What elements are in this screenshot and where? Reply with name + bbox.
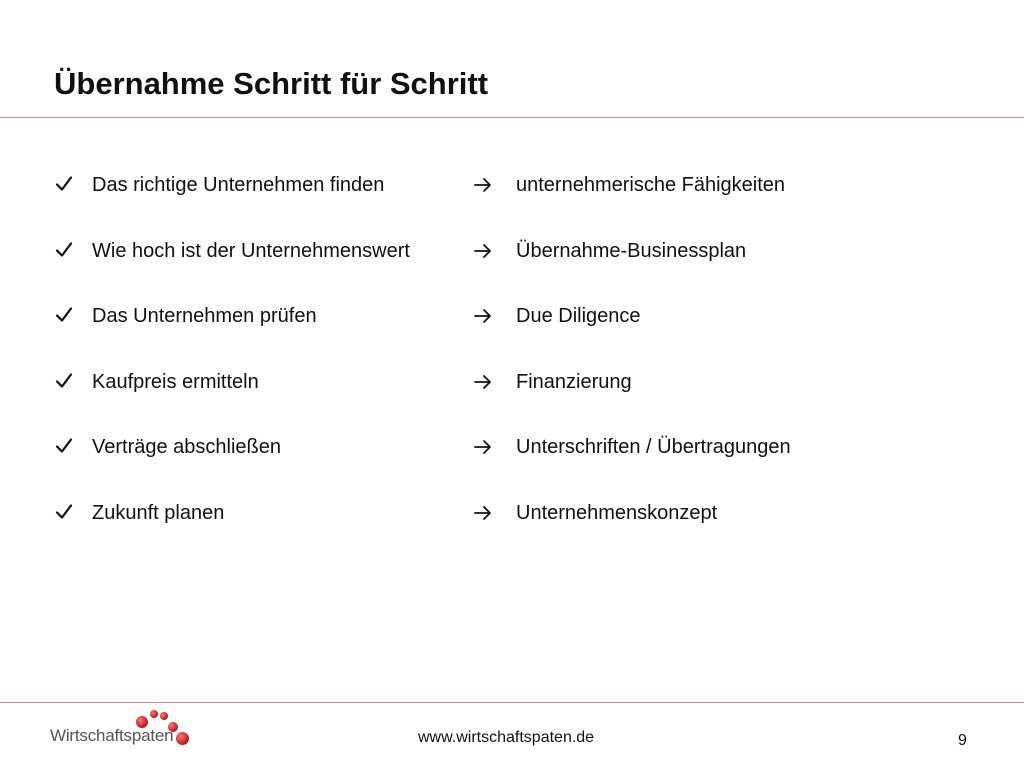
arrow-right-icon	[474, 374, 492, 390]
checkmark-icon	[54, 305, 74, 325]
step-row	[54, 299, 994, 365]
step-item: Das Unternehmen prüfen	[92, 305, 317, 327]
checkmark-icon	[54, 174, 74, 194]
logo-dot	[150, 710, 158, 718]
footer-divider	[0, 702, 1024, 703]
step-item: Kaufpreis ermitteln	[92, 370, 259, 393]
step-row	[54, 234, 994, 300]
step-row	[54, 430, 994, 496]
arrow-right-icon	[474, 308, 492, 324]
step-result: Finanzierung	[516, 370, 632, 393]
checkmark-icon	[54, 502, 74, 522]
arrow-right-icon	[474, 505, 492, 521]
logo-dot	[176, 732, 189, 745]
checkmark-icon	[54, 240, 74, 260]
step-result: Unternehmenskonzept	[516, 501, 718, 524]
checkmark-icon	[54, 371, 74, 391]
step-row	[54, 496, 994, 562]
step-result: Unterschriften / Übertragungen	[516, 436, 791, 458]
step-list	[54, 168, 994, 561]
page-number: 9	[958, 732, 967, 749]
step-item: Wie hoch ist der Unternehmenswert	[92, 239, 410, 262]
slide-title: Übernahme Schritt für Schritt	[54, 66, 489, 101]
step-row	[54, 365, 994, 431]
step-item: Verträge abschließen	[92, 436, 282, 458]
step-result: unternehmerische Fähigkeiten	[516, 174, 786, 196]
title-divider	[0, 117, 1024, 118]
arrow-right-icon	[474, 243, 492, 259]
step-row	[54, 168, 994, 234]
step-item: Zukunft planen	[92, 501, 225, 524]
arrow-right-icon	[474, 439, 492, 455]
footer-url: www.wirtschaftspaten.de	[418, 729, 595, 746]
arrow-right-icon	[474, 177, 492, 193]
checkmark-icon	[54, 436, 74, 456]
step-result: Due Diligence	[516, 305, 641, 327]
wirtschaftspaten-logo	[50, 708, 200, 748]
logo-text: Wirtschaftspaten	[50, 726, 174, 745]
step-item: Das richtige Unternehmen finden	[92, 174, 385, 196]
step-result: Übernahme-Businessplan	[516, 239, 747, 262]
logo-dot	[160, 712, 168, 720]
